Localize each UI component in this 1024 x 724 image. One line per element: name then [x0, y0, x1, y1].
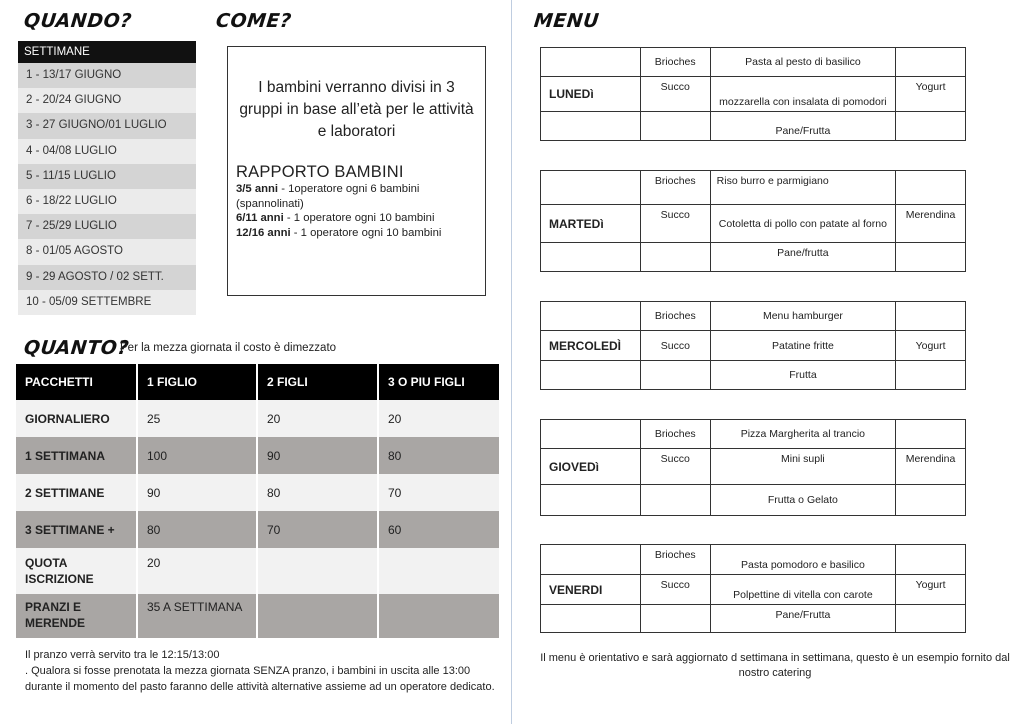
menu-empty-cell: [541, 302, 641, 331]
menu-cell: Cotoletta di pollo con patate al forno: [710, 205, 895, 243]
rapporto-row: [236, 211, 477, 226]
menu-cell: [896, 420, 966, 449]
menu-cell: Yogurt: [896, 331, 966, 361]
menu-cell: Succo: [640, 575, 710, 605]
price-row: [16, 437, 499, 474]
menu-title: MENU: [532, 10, 601, 32]
menu-cell: [896, 545, 966, 575]
price-row: [16, 594, 499, 638]
menu-cell: Merendina: [896, 205, 966, 243]
week-item: 1 - 13/17 GIUGNO: [18, 63, 196, 88]
menu-empty-cell: [541, 243, 641, 272]
menu-cell: Menu hamburger: [710, 302, 895, 331]
weeks-list: [18, 41, 196, 315]
week-item: 7 - 25/29 LUGLIO: [18, 214, 196, 239]
price-cell: 90: [137, 474, 257, 511]
price-header-cell: 2 FIGLI: [257, 364, 378, 400]
price-table: [16, 364, 499, 638]
menu-cell: Brioches: [640, 48, 710, 77]
menu-cell: Frutta: [710, 361, 895, 390]
menu-empty-cell: [896, 485, 966, 516]
lunch-note-line: . Qualora si fosse prenotata la mezza giornata SENZA pranzo, i bambini in uscita alle 13:00 durante il momento del pasto faranno delle attività alternative assieme ad un operatore dedicato.: [25, 665, 495, 693]
menu-cell: Succo: [640, 331, 710, 361]
quando-title: QUANDO?: [22, 10, 133, 32]
menu-empty-cell: [640, 243, 710, 272]
menu-day-label: MARTEDì: [541, 205, 641, 243]
menu-day-table: [540, 170, 966, 272]
price-cell: 80: [378, 437, 499, 474]
rapporto-age: 3/5 anni: [236, 183, 279, 195]
menu-cell: Mini supli: [710, 449, 895, 485]
menu-day-label: MERCOLEDÌ: [541, 331, 641, 361]
price-cell: [257, 548, 378, 594]
price-cell: 20: [378, 400, 499, 437]
menu-empty-cell: [541, 605, 641, 633]
price-header-cell: PACCHETTI: [16, 364, 137, 400]
menu-empty-cell: [640, 485, 710, 516]
price-cell: GIORNALIERO: [16, 400, 137, 437]
week-item: 5 - 11/15 LUGLIO: [18, 164, 196, 189]
menu-cell: Polpettine di vitella con carote: [710, 575, 895, 605]
week-item: 2 - 20/24 GIUGNO: [18, 88, 196, 113]
rapporto-row: [236, 226, 477, 241]
price-cell: [378, 594, 499, 638]
price-cell: 90: [257, 437, 378, 474]
menu-note: Il menu è orientativo e sarà aggiornato d settimana in settimana, questo è un esempio fornito dal nostro catering: [540, 652, 1010, 679]
menu-cell: Pane/Frutta: [710, 605, 895, 633]
menu-empty-cell: [541, 361, 641, 390]
rapporto-text: - 1 operatore ogni 10 bambini: [283, 212, 435, 224]
week-item: 3 - 27 GIUGNO/01 LUGLIO: [18, 113, 196, 138]
menu-cell: Pane/frutta: [710, 243, 895, 272]
menu-cell: Yogurt: [896, 575, 966, 605]
menu-empty-cell: [896, 243, 966, 272]
week-item: 4 - 04/08 LUGLIO: [18, 139, 196, 164]
quanto-title: QUANTO?: [22, 337, 131, 359]
week-item: 10 - 05/09 SETTEMBRE: [18, 290, 196, 315]
menu-empty-cell: [640, 112, 710, 141]
price-cell: 1 SETTIMANA: [16, 437, 137, 474]
rapporto-age: 12/16 anni: [236, 226, 291, 239]
menu-empty-cell: [896, 112, 966, 141]
price-cell: 70: [378, 474, 499, 511]
menu-cell: Pizza Margherita al trancio: [710, 420, 895, 449]
menu-empty-cell: [541, 112, 641, 141]
menu-empty-cell: [541, 48, 641, 77]
week-item: 9 - 29 AGOSTO / 02 SETT.: [18, 265, 196, 290]
rapporto-text: - 1operatore ogni 6 bambini (spannolinati): [236, 183, 420, 210]
page-divider: [511, 0, 512, 724]
menu-cell: Riso burro e parmigiano: [710, 171, 895, 205]
quanto-subtitle: Per la mezza giornata il costo è dimezzato: [120, 342, 337, 354]
menu-cell: Frutta o Gelato: [710, 485, 895, 516]
menu-day-table: [540, 419, 966, 516]
menu-day-label: VENERDI: [541, 575, 641, 605]
price-cell: 80: [137, 511, 257, 548]
menu-empty-cell: [541, 171, 641, 205]
price-cell: PRANZI E MERENDE: [16, 594, 137, 638]
price-cell: 100: [137, 437, 257, 474]
price-row: [16, 511, 499, 548]
price-cell: 25: [137, 400, 257, 437]
week-item: 8 - 01/05 AGOSTO: [18, 239, 196, 264]
rapporto-title: RAPPORTO BAMBINI: [236, 163, 404, 181]
price-row: [16, 548, 499, 594]
menu-empty-cell: [896, 605, 966, 633]
price-cell: 35 A SETTIMANA: [137, 594, 257, 638]
menu-cell: Succo: [640, 449, 710, 485]
price-cell: [378, 548, 499, 594]
price-row: [16, 474, 499, 511]
come-intro: I bambini verranno divisi in 3 gruppi in base all’età per le attività e laboratori: [239, 79, 474, 140]
menu-cell: Yogurt: [896, 77, 966, 112]
menu-cell: Brioches: [640, 545, 710, 575]
menu-day-label: GIOVEDì: [541, 449, 641, 485]
price-cell: 20: [137, 548, 257, 594]
menu-cell: Succo: [640, 77, 710, 112]
rapporto-age: 6/11 anni: [236, 212, 284, 224]
menu-cell: mozzarella con insalata di pomodori: [710, 77, 895, 112]
price-cell: 70: [257, 511, 378, 548]
lunch-note: [25, 647, 495, 695]
price-cell: 3 SETTIMANE +: [16, 511, 137, 548]
menu-cell: Merendina: [896, 449, 966, 485]
menu-day-label: LUNEDì: [541, 77, 641, 112]
menu-cell: [896, 302, 966, 331]
menu-day-table: [540, 47, 966, 141]
price-cell: QUOTA ISCRIZIONE: [16, 548, 137, 594]
week-item: 6 - 18/22 LUGLIO: [18, 189, 196, 214]
price-cell: 60: [378, 511, 499, 548]
menu-cell: Brioches: [640, 420, 710, 449]
lunch-note-line: Il pranzo verrà servito tra le 12:15/13:00: [25, 649, 220, 661]
menu-cell: [896, 48, 966, 77]
price-cell: 20: [257, 400, 378, 437]
come-title: COME?: [214, 10, 293, 32]
menu-cell: Succo: [640, 205, 710, 243]
menu-day-table: [540, 301, 966, 390]
price-header-cell: 3 O PIU FIGLI: [378, 364, 499, 400]
menu-empty-cell: [541, 420, 641, 449]
menu-empty-cell: [541, 485, 641, 516]
price-header-row: [16, 364, 499, 400]
menu-empty-cell: [640, 361, 710, 390]
rapporto-row: [236, 182, 477, 211]
price-header-cell: 1 FIGLIO: [137, 364, 257, 400]
rapporto-text: - 1 operatore ogni 10 bambini: [290, 226, 442, 239]
menu-cell: Pasta al pesto di basilico: [710, 48, 895, 77]
menu-empty-cell: [640, 605, 710, 633]
price-row: [16, 400, 499, 437]
menu-cell: Pane/Frutta: [710, 112, 895, 141]
price-cell: [257, 594, 378, 638]
menu-empty-cell: [896, 361, 966, 390]
menu-cell: [896, 171, 966, 205]
menu-empty-cell: [541, 545, 641, 575]
price-cell: 80: [257, 474, 378, 511]
menu-cell: Patatine fritte: [710, 331, 895, 361]
weeks-header: SETTIMANE: [18, 41, 196, 63]
menu-day-table: [540, 544, 966, 633]
menu-cell: Brioches: [640, 171, 710, 205]
menu-cell: Brioches: [640, 302, 710, 331]
come-box: [227, 46, 486, 296]
menu-cell: Pasta pomodoro e basilico: [710, 545, 895, 575]
price-cell: 2 SETTIMANE: [16, 474, 137, 511]
